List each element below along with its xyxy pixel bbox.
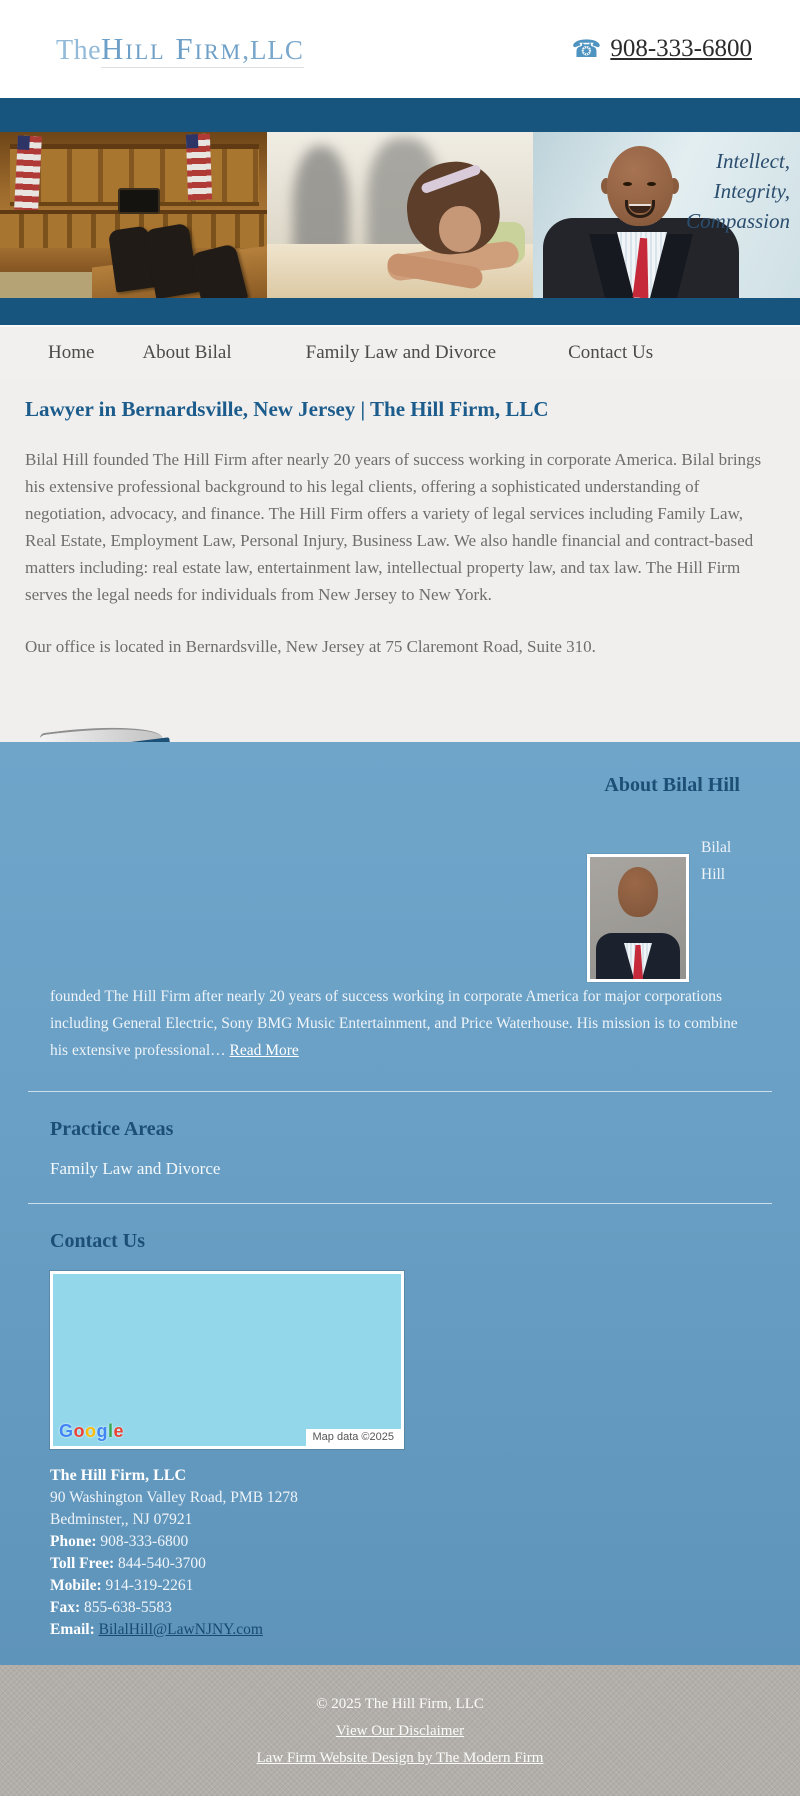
site-header	[0, 0, 800, 98]
practice-areas-heading: Practice Areas	[50, 1118, 174, 1140]
phone-icon: ☎	[571, 35, 602, 63]
banner-tagline	[686, 146, 790, 236]
read-more-link[interactable]: Read More	[229, 1042, 299, 1059]
about-text: founded The Hill Firm after nearly 20 years of success working in corporate America for major corporations including General Electric, Sony BMG Music Entertainment, and Price Waterhouse. His mission is to combine his extensive professional…	[50, 988, 738, 1059]
phone-number-link[interactable]: 908-333-6800	[610, 35, 752, 62]
logo-the: The	[56, 35, 102, 66]
section-divider	[28, 1091, 772, 1092]
email-link[interactable]: BilalHill@LawNJNY.com	[98, 1621, 263, 1638]
logo-underline	[101, 31, 304, 68]
nav-item-family-law[interactable]: Family Law and Divorce	[305, 341, 497, 363]
site-logo[interactable]	[56, 31, 304, 67]
tagline-line: Intellect,	[715, 149, 790, 173]
page-title: Lawyer in Bernardsville, New Jersey | The Hill Firm, LLC	[25, 397, 549, 421]
us-flag-icon	[14, 135, 42, 210]
tagline-line: Integrity,	[713, 179, 790, 203]
tollfree-row: Toll Free: 844-540-3700	[50, 1555, 206, 1572]
nav-item-contact-us[interactable]: Contact Us	[568, 341, 654, 363]
disclaimer-link[interactable]: View Our Disclaimer	[335, 1723, 465, 1739]
law-book-image	[40, 720, 166, 742]
bottom-blue-bar	[0, 298, 800, 325]
google-map-embed[interactable]	[50, 1271, 404, 1449]
section-divider	[28, 1203, 772, 1204]
logo-llc: ,LLC	[242, 35, 304, 65]
attorney-head	[607, 146, 673, 226]
address-block	[50, 1465, 800, 1641]
header-phone	[571, 35, 752, 63]
about-name-text: Bilal Hill	[701, 839, 732, 883]
bilal-hill-photo	[587, 854, 689, 982]
fax-row: Fax: 855-638-5583	[50, 1599, 172, 1616]
main-content	[0, 378, 800, 742]
family-image	[267, 132, 533, 298]
girl-face	[439, 206, 481, 252]
top-blue-bar	[0, 98, 800, 132]
about-photo-row	[0, 834, 800, 982]
practice-family-law-link[interactable]: Family Law and Divorce	[50, 1159, 221, 1178]
about-paragraph	[0, 983, 800, 1064]
phone-row: Phone: 908-333-6800	[50, 1533, 189, 1550]
attorney-portrait-image	[533, 132, 800, 298]
firm-name: The Hill Firm, LLC	[50, 1467, 186, 1484]
courtroom-image	[0, 132, 267, 298]
intro-paragraph: Bilal Hill founded The Hill Firm after nearly 20 years of success working in corporate America. Bilal brings his extensive professional background to his legal clients, offering a sophisticated understanding of negotiation, advocacy, and finance. The Hill Firm offers a variety of legal services including Family Law, Real Estate, Employment Law, Personal Injury, Business Law. We also handle financial and contract-based matters including: real estate law, entertainment law, intellectual property law, and tax law. The Hill Firm serves the legal needs for individuals from New Jersey to New York.	[25, 450, 762, 604]
nav-item-about-bilal[interactable]: About Bilal	[142, 341, 232, 363]
address-line-1: 90 Washington Valley Road, PMB 1278	[50, 1489, 298, 1506]
email-row: Email: BilalHill@LawNJNY.com	[50, 1621, 263, 1638]
sidebar-section	[0, 742, 800, 1665]
main-nav	[0, 325, 800, 378]
girl-headband	[420, 164, 482, 195]
address-line-2: Bedminster,, NJ 07921	[50, 1511, 193, 1528]
design-credit-link[interactable]: Law Firm Website Design by The Modern Firm	[256, 1750, 544, 1766]
bench-monitor	[118, 188, 160, 214]
office-location-paragraph: Our office is located in Bernardsville, New Jersey at 75 Claremont Road, Suite 310.	[25, 637, 596, 656]
tagline-line: Compassion	[686, 209, 790, 233]
contact-us-heading: Contact Us	[50, 1230, 145, 1252]
copyright-text: © 2025 The Hill Firm, LLC	[316, 1696, 484, 1712]
logo-firm-name: Hill Firm	[101, 31, 243, 66]
google-logo[interactable]: Google	[59, 1421, 125, 1441]
about-heading: About Bilal Hill	[604, 774, 740, 796]
practice-area-item	[0, 1158, 800, 1180]
us-flag-icon	[186, 134, 212, 201]
mobile-row: Mobile: 914-319-2261	[50, 1577, 194, 1594]
site-footer	[0, 1665, 800, 1796]
map-attribution: Map data ©2025	[306, 1429, 402, 1446]
nav-item-home[interactable]: Home	[48, 341, 95, 363]
banner	[0, 132, 800, 298]
